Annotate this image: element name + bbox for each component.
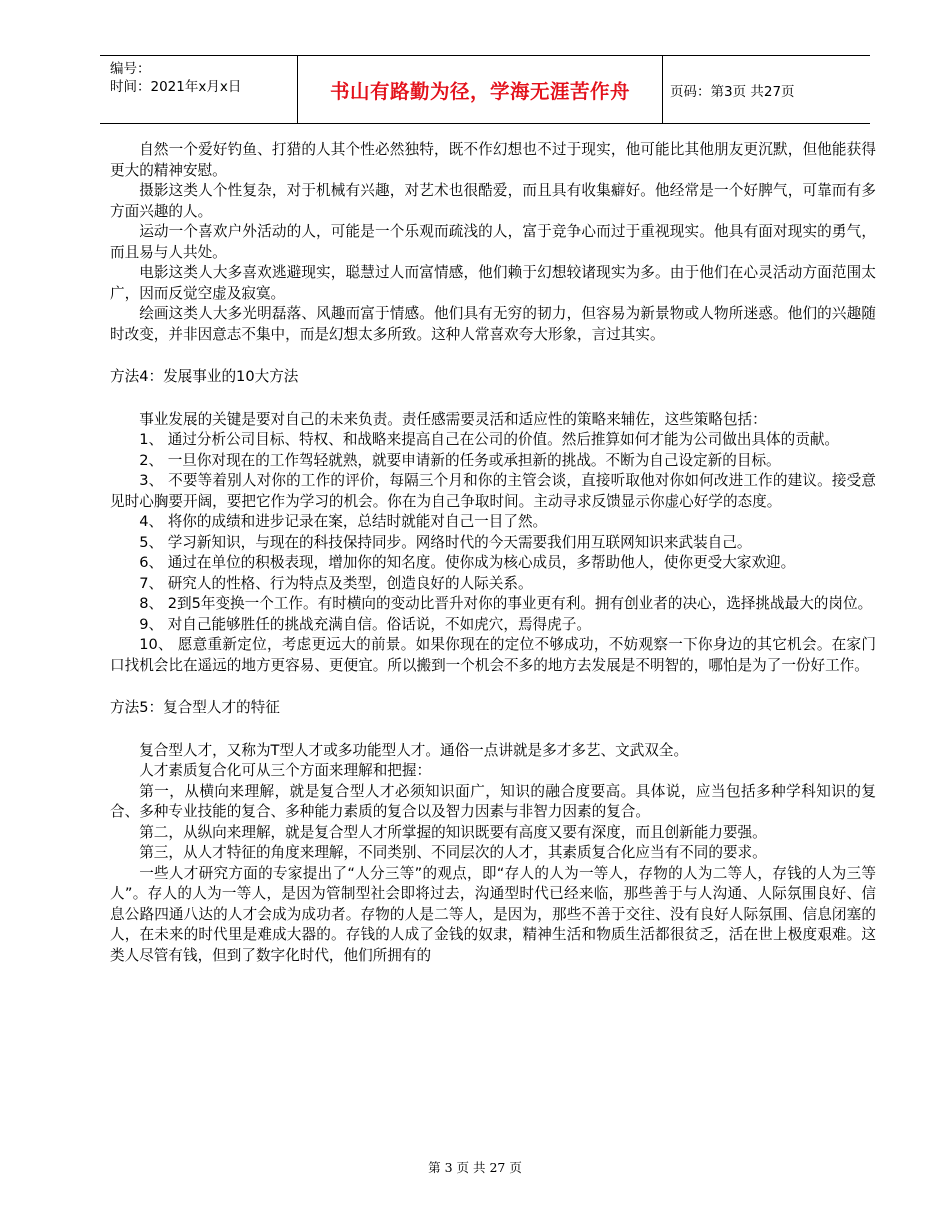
method5-paragraph: 复合型人才，又称为T型人才或多功能型人才。通俗一点讲就是多才多艺、文武双全。 bbox=[139, 741, 689, 759]
method4-item: 10、 愿意重新定位，考虑更远大的前景。如果你现在的定位不够成功，不妨观察一下你身边的其它机会。在家门口找机会比在遥远的地方更容易、更便宜。所以搬到一个机会不多的地方去发展是不明智的，哪怕是为了一份好工作。 bbox=[110, 636, 876, 674]
method5-paragraph: 一些人才研究方面的专家提出了“人分三等”的观点，即“存人的人为一等人，存物的人为二等人，存钱的人为三等人”。存人的人为一等人，是因为管制型社会即将过去，沟通型时代已经来临，那些善于与人沟通、人际氛围良好、信息公路四通八达的人才会成为成功者。存物的人是二等人，是因为，那些不善于交往、没有良好人际氛围、信息闭塞的人，在未来的时代里是难成大器的。存钱的人成了金钱的奴隶，精神生活和物质生活都很贫乏，活在世上极度艰难。这类人尽管有钱，但到了数字化时代，他们所拥有的 bbox=[110, 864, 876, 964]
method4-item: 2、 一旦你对现在的工作驾轻就熟，就要申请新的任务或承担新的挑战。不断为自己设定新的目标。 bbox=[139, 451, 781, 469]
page-header bbox=[100, 55, 870, 124]
method4-heading: 方法4：发展事业的10大方法 bbox=[110, 368, 299, 385]
header-page-info: 页码：第3页 共27页 bbox=[670, 83, 795, 100]
method5-paragraph: 人才素质复合化可从三个方面来理解和把握： bbox=[139, 762, 432, 779]
document-body bbox=[110, 140, 876, 966]
method4-item: 4、 将你的成绩和进步记录在案，总结时就能对自己一目了然。 bbox=[139, 513, 548, 530]
method4-item: 1、 通过分析公司目标、特权、和战略来提高自己在公司的价值。然后推算如何才能为公司做出具体的贡献。 bbox=[139, 431, 840, 448]
method5-heading: 方法5：复合型人才的特征 bbox=[110, 699, 280, 716]
hobby-paragraph: 摄影这类人个性复杂，对于机械有兴趣，对艺术也很酷爱，而且具有收集癖好。他经常是一个好脾气，可靠而有多方面兴趣的人。 bbox=[110, 182, 876, 220]
hobby-paragraph: 电影这类人大多喜欢逃避现实，聪慧过人而富情感，他们赖于幻想较诸现实为多。由于他们在心灵活动方面范围太广，因而反觉空虚及寂寞。 bbox=[110, 264, 876, 302]
method4-item: 6、 通过在单位的积极表现，增加你的知名度。使你成为核心成员，多帮助他人，使你更受大家欢迎。 bbox=[139, 554, 796, 571]
method4-item: 7、 研究人的性格、行为特点及类型，创造良好的人际关系。 bbox=[139, 574, 533, 592]
page-footer: 第 3 页 共 27 页 bbox=[428, 1160, 522, 1175]
method5-paragraph: 第一，从横向来理解，就是复合型人才必须知识面广，知识的融合度要高。具体说，应当包括多种学科知识的复合、多种专业技能的复合、多种能力素质的复合以及智力因素与非智力因素的复合。 bbox=[110, 782, 876, 820]
method4-intro: 事业发展的关键是要对自己的未来负责。责任感需要灵活和适应性的策略来辅佐，这些策略包括： bbox=[139, 410, 767, 428]
method4-item: 8、 2到5年变换一个工作。有时横向的变动比晋升对你的事业更有利。拥有创业者的决心，选择挑战最大的岗位。 bbox=[139, 595, 873, 612]
number-label: 编号： bbox=[110, 61, 151, 77]
hobby-paragraph: 运动一个喜欢户外活动的人，可能是一个乐观而疏浅的人，富于竞争心而过于重视现实。他具有面对现实的勇气，而且易与人共处。 bbox=[110, 223, 876, 261]
hobby-paragraph: 绘画这类人大多光明磊落、风趣而富于情感。他们具有无穷的韧力，但容易为新景物或人物所迷惑。他们的兴趣随时改变，并非因意志不集中，而是幻想太多所致。这种人常喜欢夸大形象，言过其实。 bbox=[110, 305, 876, 343]
method4-item: 3、 不要等着别人对你的工作的评价，每隔三个月和你的主管会谈，直接听取他对你如何改进工作的建议。接受意见时心胸要开阔，要把它作为学习的机会。你在为自己争取时间。主动寻求反馈显示你虚心好学的态度。 bbox=[110, 472, 876, 510]
method5-paragraph: 第二，从纵向来理解，就是复合型人才所掌握的知识既要有高度又要有深度，而且创新能力要强。 bbox=[139, 823, 767, 841]
method5-paragraph: 第三，从人才特征的角度来理解，不同类别、不同层次的人才，其素质复合化应当有不同的要求。 bbox=[139, 844, 767, 861]
header-motto: 书山有路勤为径，学海无涯苦作舟 bbox=[298, 56, 663, 123]
header-left-cell bbox=[100, 56, 298, 123]
method4-item: 5、 学习新知识，与现在的科技保持同步。网络时代的今天需要我们用互联网知识来武装自己。 bbox=[139, 533, 752, 551]
method4-item: 9、 对自己能够胜任的挑战充满自信。俗话说，不如虎穴，焉得虎子。 bbox=[139, 615, 591, 633]
time-label: 时间：2021年x月x日 bbox=[110, 79, 242, 95]
hobby-paragraph: 自然一个爱好钓鱼、打猎的人其个性必然独特，既不作幻想也不过于现实，他可能比其他朋友更沉默，但他能获得更大的精神安慰。 bbox=[110, 141, 876, 179]
